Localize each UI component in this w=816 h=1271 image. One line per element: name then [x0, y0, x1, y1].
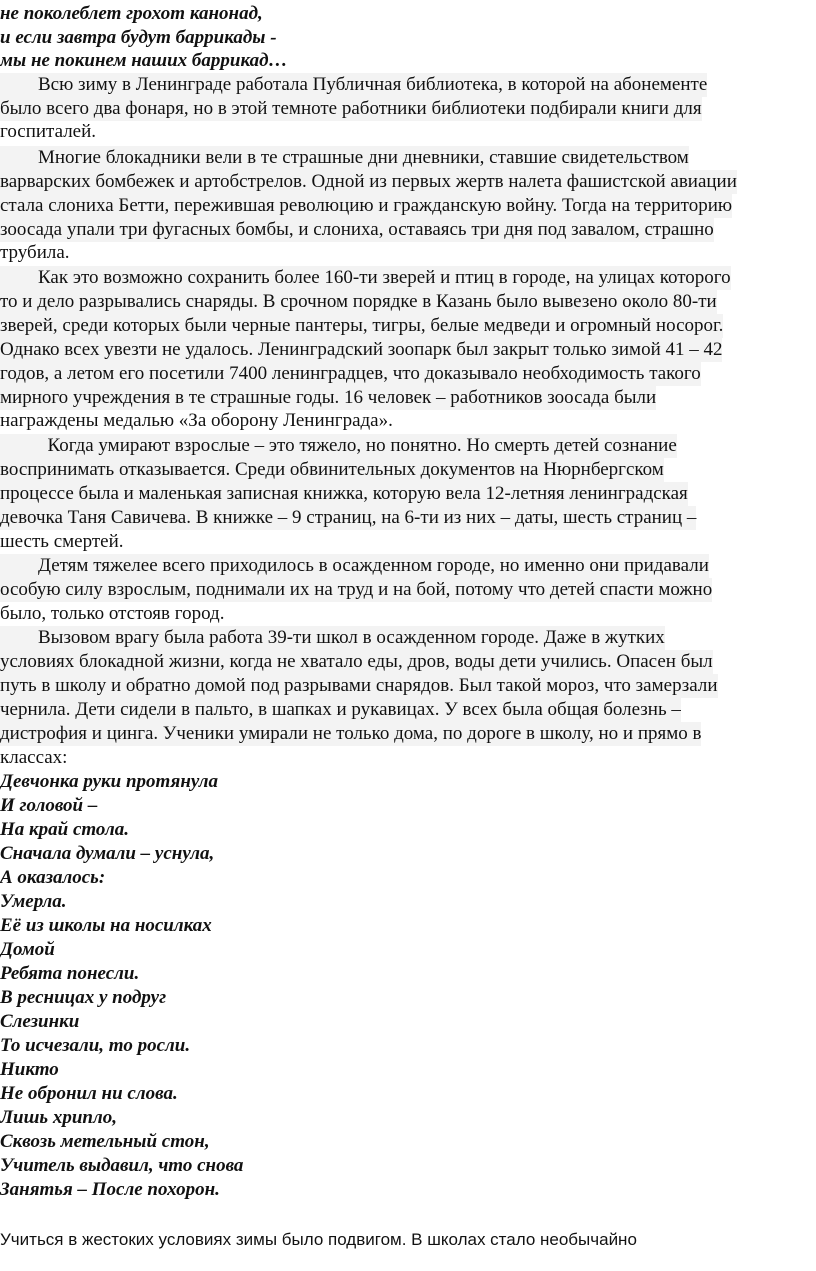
paragraph-line: Однако всех увезти не удалось. Ленинградский зоопарк был закрыт только зимой 41 – 42	[0, 339, 723, 360]
paragraph-line: классах:	[0, 747, 68, 768]
paragraph-line: чернила. Дети сидели в пальто, в шапках и рукавицах. У всех была общая болезнь –	[0, 699, 681, 720]
paragraph-line: стала слониха Бетти, пережившая революцию и гражданскую войну. Тогда на территорию	[0, 195, 733, 216]
poem-line: А оказалось:	[0, 867, 106, 888]
paragraph-line: Многие блокадники вели в те страшные дни дневники, ставшие свидетельством	[0, 147, 689, 168]
poem-line: мы не покинем наших баррикад…	[0, 50, 288, 71]
poem-line: Её из школы на носилках	[0, 915, 212, 936]
paragraph-line: зоосада упали три фугасных бомбы, и слониха, оставаясь три дня под завалом, страшно	[0, 219, 714, 240]
paragraph-line: Всю зиму в Ленинграде работала Публичная библиотека, в которой на абонементе	[0, 74, 708, 95]
paragraph-line: награждены медалью «За оборону Ленинграда».	[0, 410, 393, 431]
paragraph-line: зверей, среди которых были черные пантеры, тигры, белые медведи и огромный носорог.	[0, 315, 724, 336]
paragraph-line: путь в школу и обратно домой под разрывами снарядов. Был такой мороз, что замерзали	[0, 675, 718, 696]
poem-line: Учитель выдавил, что снова	[0, 1155, 244, 1176]
poem-line: Никто	[0, 1059, 59, 1080]
poem-line: И головой –	[0, 795, 98, 816]
paragraph-line: Детям тяжелее всего приходилось в осажденном городе, но именно они придавали	[0, 555, 709, 576]
paragraph-line: то и дело разрывались снаряды. В срочном порядке в Казань было вывезено около 80-ти	[0, 291, 717, 312]
paragraph-line: девочка Таня Савичева. В книжке – 9 страниц, на 6-ти из них – даты, шесть страниц –	[0, 507, 697, 528]
paragraph-line: дистрофия и цинга. Ученики умирали не только дома, по дороге в школу, но и прямо в	[0, 723, 702, 744]
paragraph-line: было, только отстояв город.	[0, 603, 225, 624]
poem-line: Занятья – После похорон.	[0, 1179, 220, 1200]
poem-line: На край стола.	[0, 819, 129, 840]
paragraph-line: условиях блокадной жизни, когда не хватало еды, дров, воды дети учились. Опасен был	[0, 651, 713, 672]
paragraph-line: воспринимать отказывается. Среди обвинительных документов на Нюрнбергском	[0, 459, 664, 480]
poem-line: То исчезали, то росли.	[0, 1035, 191, 1056]
paragraph-line: особую силу взрослым, поднимали их на труд и на бой, потому что детей спасти можно	[0, 579, 713, 600]
paragraph-line: варварских бомбежек и артобстрелов. Одной из первых жертв налета фашистской авиации	[0, 171, 737, 192]
poem-line: В ресницах у подруг	[0, 987, 167, 1008]
paragraph-line: госпиталей.	[0, 121, 97, 142]
poem-line: не поколеблет грохот канонад,	[0, 3, 263, 24]
paragraph-line: Вызовом врагу была работа 39-ти школ в осажденном городе. Даже в жутких	[0, 627, 665, 648]
paragraph-line: мирного учреждения в те страшные годы. 16 человек – работников зоосада были	[0, 387, 657, 408]
paragraph-line: трубила.	[0, 242, 70, 263]
poem-line: Не обронил ни слова.	[0, 1083, 178, 1104]
poem-line: Ребята понесли.	[0, 963, 140, 984]
paragraph-line: процессе была и маленькая записная книжка, которую вела 12-летняя ленинградская	[0, 483, 688, 504]
poem-line: Лишь хрипло,	[0, 1107, 117, 1128]
poem-line: Умерла.	[0, 891, 67, 912]
poem-line: Сначала думали – уснула,	[0, 843, 215, 864]
poem-line: Сквозь метельный стон,	[0, 1131, 210, 1152]
paragraph-line: Как это возможно сохранить более 160-ти зверей и птиц в городе, на улицах которого	[0, 267, 731, 288]
paragraph-line: было всего два фонаря, но в этой темноте работники библиотеки подбирали книги для	[0, 98, 702, 119]
poem-line: Домой	[0, 939, 55, 960]
footer-line: Учиться в жестоких условиях зимы было подвигом. В школах стало необычайно	[0, 1230, 637, 1249]
paragraph-line: Когда умирают взрослые – это тяжело, но понятно. Но смерть детей сознание	[0, 435, 677, 456]
paragraph-line: шесть смертей.	[0, 531, 124, 552]
paragraph-line: годов, а летом его посетили 7400 ленинградцев, что доказывало необходимость такого	[0, 363, 701, 384]
poem-line: и если завтра будут баррикады -	[0, 27, 277, 48]
poem-line: Девчонка руки протянула	[0, 771, 219, 792]
poem-line: Слезинки	[0, 1011, 80, 1032]
